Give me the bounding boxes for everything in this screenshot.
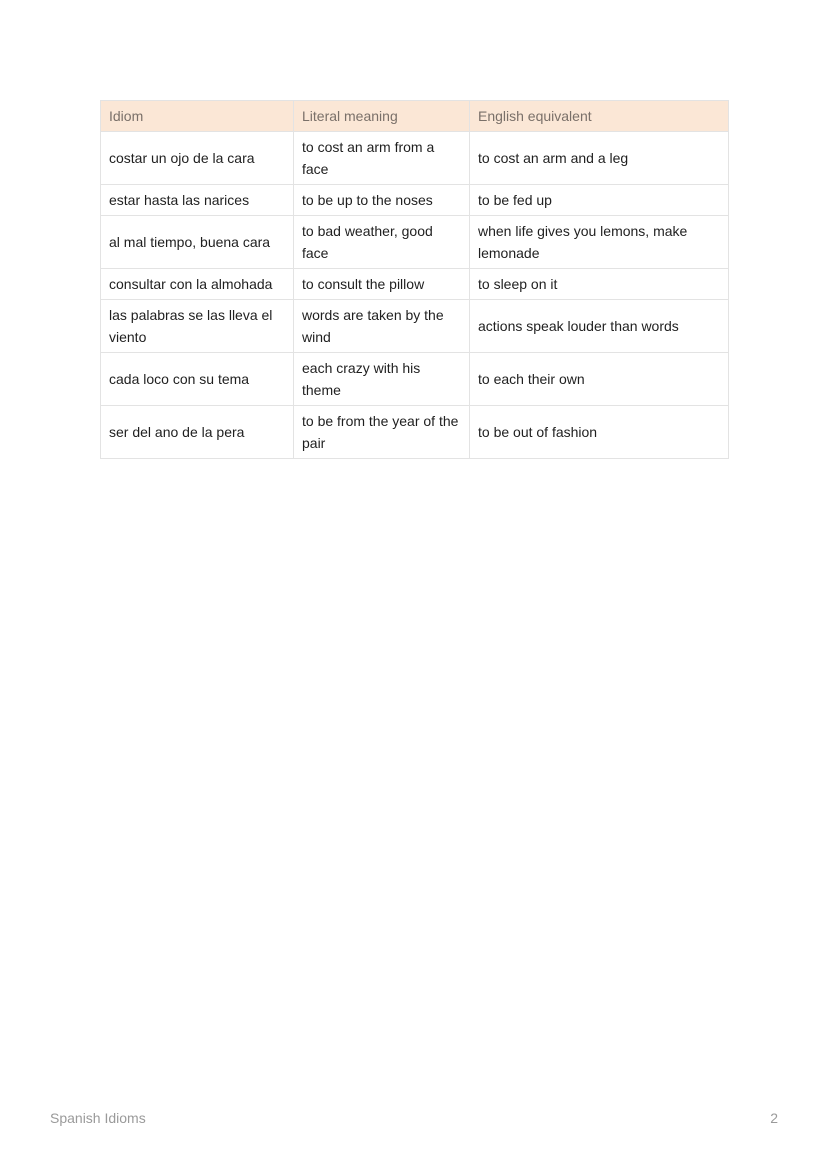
table-row — [101, 300, 729, 353]
english-equivalent-cell: to be fed up — [470, 185, 729, 216]
table-row — [101, 185, 729, 216]
idiom-cell: consultar con la almohada — [101, 269, 294, 300]
english-equivalent-cell: to sleep on it — [470, 269, 729, 300]
idiom-cell: las palabras se las lleva el viento — [101, 300, 294, 353]
literal-meaning-cell: to be up to the noses — [294, 185, 470, 216]
column-header-literal-meaning: Literal meaning — [294, 101, 470, 132]
literal-meaning-cell: to consult the pillow — [294, 269, 470, 300]
idiom-cell: estar hasta las narices — [101, 185, 294, 216]
english-equivalent-cell: actions speak louder than words — [470, 300, 729, 353]
english-equivalent-cell: to be out of fashion — [470, 406, 729, 459]
table-row — [101, 216, 729, 269]
idiom-cell: ser del ano de la pera — [101, 406, 294, 459]
literal-meaning-cell: to bad weather, good face — [294, 216, 470, 269]
english-equivalent-cell: when life gives you lemons, make lemonade — [470, 216, 729, 269]
footer-page-number: 2 — [770, 1110, 778, 1126]
literal-meaning-cell: words are taken by the wind — [294, 300, 470, 353]
column-header-english-equivalent: English equivalent — [470, 101, 729, 132]
table-row — [101, 353, 729, 406]
column-header-idiom: Idiom — [101, 101, 294, 132]
literal-meaning-cell: to be from the year of the pair — [294, 406, 470, 459]
idiom-cell: cada loco con su tema — [101, 353, 294, 406]
idiom-cell: al mal tiempo, buena cara — [101, 216, 294, 269]
table-row — [101, 269, 729, 300]
english-equivalent-cell: to cost an arm and a leg — [470, 132, 729, 185]
english-equivalent-cell: to each their own — [470, 353, 729, 406]
table-row — [101, 406, 729, 459]
footer-document-title: Spanish Idioms — [50, 1110, 146, 1126]
table-header-row — [101, 101, 729, 132]
table-row — [101, 132, 729, 185]
idioms-table — [100, 100, 729, 459]
idiom-cell: costar un ojo de la cara — [101, 132, 294, 185]
literal-meaning-cell: each crazy with his theme — [294, 353, 470, 406]
literal-meaning-cell: to cost an arm from a face — [294, 132, 470, 185]
